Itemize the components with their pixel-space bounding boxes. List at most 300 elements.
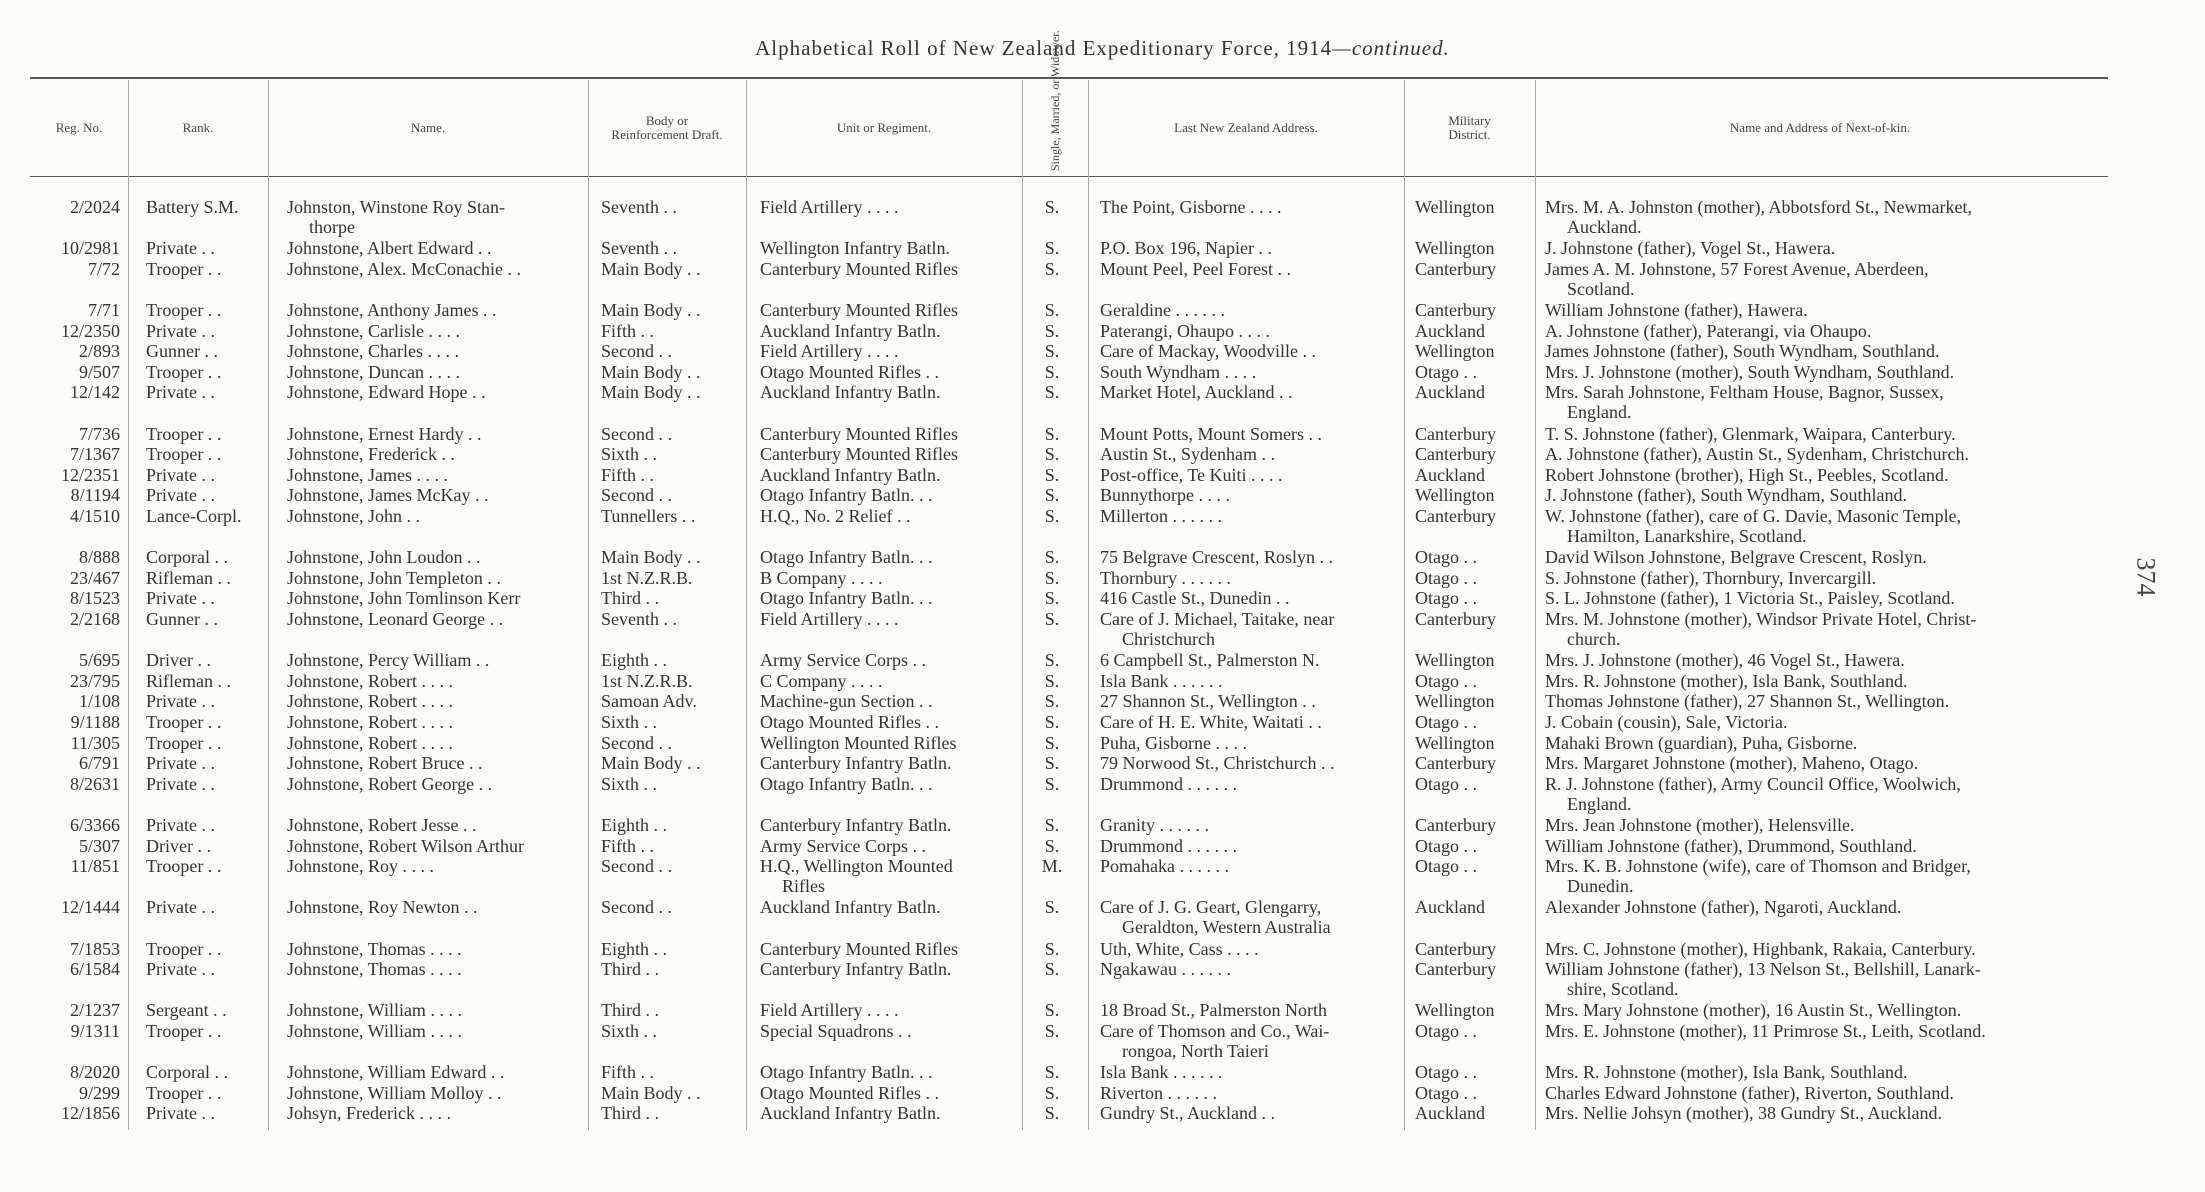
header-top-rule [30,77,2108,79]
reg-number-text: 9/507 [78,361,120,382]
next-of-kin-text: A. Johnstone (father), Paterangi, via Ohaupo. [1545,320,1872,341]
next-of-kin-text: S. Johnstone (father), Thornbury, Invercargill. [1545,567,1877,588]
nz-address-cell [1100,197,1400,217]
body-draft-text: Seventh . . [601,238,677,259]
reg-number-cell [32,485,120,505]
next-of-kin-cell [1545,671,2105,691]
reg-number-text: 8/1523 [69,588,120,609]
unit-regiment-cell [760,1000,1022,1020]
military-district-text: Canterbury [1415,506,1496,526]
rank-text: Private . . [146,753,215,774]
reg-number-text: 6/3366 [69,815,120,835]
nz-address-text: 416 Castle St., Dunedin . . [1100,588,1290,609]
next-of-kin-text: Mahaki Brown (guardian), Puha, Gisborne. [1545,732,1858,753]
marital-status-cell [1030,733,1074,753]
soldier-name-cell [287,547,587,567]
nz-address-text: Pomahaka . . . . . . [1100,856,1229,877]
reg-number-text: 5/307 [78,835,120,856]
reg-number-text: 7/72 [87,258,120,279]
marital-status-cell [1030,341,1074,361]
marital-status-cell [1030,259,1074,279]
body-draft-text: Fifth . . [601,1062,655,1083]
body-draft-cell [601,588,741,608]
header-unit: Unit or Regiment. [836,120,932,135]
military-district-text: Auckland [1415,897,1485,918]
column-divider [1022,80,1023,1130]
body-draft-cell [601,568,741,588]
nz-address-cell [1100,1083,1400,1103]
reg-number-text: 10/2981 [60,238,120,259]
rank-text: Private . . [146,815,215,835]
next-of-kin-cell [1545,259,2105,299]
reg-number-cell [32,1062,120,1082]
next-of-kin-continuation: shire, Scotland. [1567,979,1679,1000]
next-of-kin-continuation: Auckland. [1567,217,1642,237]
military-district-cell [1415,753,1535,773]
body-draft-cell [601,341,741,361]
body-draft-text: Sixth . . [601,444,658,465]
reg-number-text: 4/1510 [69,506,120,526]
nz-address-cell [1100,1000,1400,1020]
body-draft-cell [601,959,741,979]
nz-address-text: Millerton . . . . . . [1100,506,1222,526]
soldier-name-text: Johnstone, John . . [287,506,421,526]
soldier-name-text: Johnstone, Robert George . . [287,773,493,794]
reg-number-text: 8/888 [78,547,120,568]
military-district-cell [1415,712,1535,732]
marital-status-text: S. [1044,382,1060,403]
marital-status-text: S. [1044,691,1060,712]
soldier-name-cell [287,238,587,258]
nz-address-text: Mount Peel, Peel Forest . . [1100,258,1291,279]
marital-status-cell [1030,650,1074,670]
body-draft-cell [601,753,741,773]
military-district-cell [1415,897,1535,917]
reg-number-cell [32,300,120,320]
next-of-kin-text: Mrs. R. Johnstone (mother), Isla Bank, Southland. [1545,670,1908,691]
body-draft-cell [601,609,741,629]
military-district-cell [1415,959,1535,979]
rank-cell [146,815,270,835]
unit-regiment-text: Otago Mounted Rifles . . [760,361,939,382]
reg-number-cell [32,753,120,773]
body-draft-text: Sixth . . [601,712,658,732]
next-of-kin-cell [1545,609,2105,649]
next-of-kin-text: A. Johnstone (father), Austin St., Sydenham, Christchurch. [1545,444,1969,465]
nz-address-text: Care of J. G. Geart, Glengarry, [1100,897,1322,918]
nz-address-text: 79 Norwood St., Christchurch . . [1100,753,1335,774]
unit-regiment-text: Auckland Infantry Batln. [760,382,941,403]
military-district-text: Wellington [1415,485,1495,506]
military-district-cell [1415,650,1535,670]
soldier-name-text: Johnstone, Roy . . . . [287,856,435,877]
body-draft-cell [601,691,741,711]
nz-address-cell [1100,671,1400,691]
unit-regiment-text: Canterbury Infantry Batln. [760,959,952,980]
reg-number-text: 6/791 [78,753,120,774]
nz-address-cell [1100,485,1400,505]
marital-status-text: S. [1044,567,1060,588]
soldier-name-cell [287,691,587,711]
next-of-kin-cell [1545,733,2105,753]
nz-address-text: P.O. Box 196, Napier . . [1100,238,1272,259]
military-district-text: Auckland [1415,464,1485,485]
unit-regiment-text: Canterbury Infantry Batln. [760,753,952,774]
rank-text: Private . . [146,897,215,918]
next-of-kin-cell [1545,465,2105,485]
unit-regiment-text: Otago Infantry Batln. . . [760,588,933,609]
military-district-text: Otago . . [1415,712,1477,732]
unit-regiment-text: Canterbury Mounted Rifles [760,938,958,959]
soldier-name-text: Johnstone, Albert Edward . . [287,238,492,259]
nz-address-text: Granity . . . . . . [1100,815,1209,835]
body-draft-cell [601,650,741,670]
unit-regiment-cell [760,506,1022,526]
military-district-cell [1415,691,1535,711]
next-of-kin-text: J. Johnstone (father), Vogel St., Hawera. [1545,238,1836,259]
reg-number-cell [32,321,120,341]
soldier-name-text: Johnstone, Robert Jesse . . [287,815,477,835]
header-marital-status: Single, Married, or Widower. [1048,30,1062,171]
military-district-cell [1415,259,1535,279]
rank-text: Private . . [146,320,215,341]
marital-status-text: S. [1044,423,1060,444]
soldier-name-text: Johnstone, Robert Bruce . . [287,753,483,774]
next-of-kin-cell [1545,959,2105,999]
rank-cell [146,774,270,794]
body-draft-cell [601,547,741,567]
rank-text: Sergeant . . [146,1000,227,1021]
reg-number-cell [32,197,120,217]
soldier-name-text: Johnstone, Percy William . . [287,650,490,671]
soldier-name-text: Johnstone, Leonard George . . [287,609,504,629]
reg-number-cell [32,362,120,382]
soldier-name-cell [287,259,587,279]
nz-address-text: Mount Potts, Mount Somers . . [1100,423,1323,444]
body-draft-cell [601,300,741,320]
military-district-cell [1415,465,1535,485]
reg-number-cell [32,939,120,959]
reg-number-text: 7/71 [87,300,120,320]
header-body-draft: Body or Reinforcement Draft. [611,113,723,142]
marital-status-text: S. [1044,712,1060,732]
soldier-name-cell [287,753,587,773]
reg-number-cell [32,547,120,567]
marital-status-text: M. [1041,856,1063,877]
rank-text: Gunner . . [146,341,218,362]
next-of-kin-text: S. L. Johnstone (father), 1 Victoria St., Paisley, Scotland. [1545,588,1955,609]
nz-address-cell [1100,506,1400,526]
body-draft-cell [601,1062,741,1082]
next-of-kin-continuation: Scotland. [1567,278,1635,299]
unit-regiment-text: Otago Infantry Batln. . . [760,485,933,506]
unit-regiment-text: Canterbury Mounted Rifles [760,444,958,465]
nz-address-cell [1100,856,1400,876]
next-of-kin-cell [1545,362,2105,382]
nz-address-text: 75 Belgrave Crescent, Roslyn . . [1100,547,1333,568]
reg-number-cell [32,856,120,876]
unit-regiment-text: Auckland Infantry Batln. [760,897,941,918]
unit-regiment-cell [760,836,1022,856]
body-draft-cell [601,1000,741,1020]
marital-status-cell [1030,815,1074,835]
reg-number-text: 2/1237 [69,1000,120,1021]
next-of-kin-cell [1545,815,2105,835]
nz-address-cell [1100,609,1400,649]
body-draft-cell [601,733,741,753]
body-draft-cell [601,424,741,444]
soldier-name-text: Johnstone, Duncan . . . . [287,361,460,382]
marital-status-text: S. [1044,300,1060,320]
rank-text: Trooper . . [146,856,222,877]
next-of-kin-cell [1545,1062,2105,1082]
military-district-text: Canterbury [1415,753,1496,774]
unit-regiment-cell [760,1021,1022,1041]
nz-address-text: Care of Thomson and Co., Wai- [1100,1021,1330,1041]
soldier-name-text: Johnstone, Ernest Hardy . . [287,423,482,444]
military-district-cell [1415,362,1535,382]
rank-cell [146,650,270,670]
unit-regiment-cell [760,444,1022,464]
rank-text: Gunner . . [146,609,218,629]
unit-regiment-cell [760,197,1022,217]
nz-address-cell [1100,733,1400,753]
soldier-name-cell [287,897,587,917]
reg-number-text: 11/851 [70,856,120,877]
nz-address-text: Market Hotel, Auckland . . [1100,382,1293,403]
reg-number-cell [32,568,120,588]
rank-cell [146,259,270,279]
next-of-kin-text: James Johnstone (father), South Wyndham, Southland. [1545,341,1940,362]
military-district-cell [1415,485,1535,505]
marital-status-text: S. [1044,506,1060,526]
military-district-cell [1415,609,1535,629]
rank-text: Corporal . . [146,1062,228,1083]
next-of-kin-cell [1545,238,2105,258]
nz-address-cell [1100,712,1400,732]
reg-number-cell [32,1083,120,1103]
reg-number-text: 2/2024 [69,197,120,217]
unit-regiment-cell [760,259,1022,279]
title-text: Alphabetical Roll of New Zealand Expeditionary Force, 1914 [755,36,1333,60]
soldier-name-text: Johnstone, John Templeton . . [287,567,501,588]
rank-cell [146,1000,270,1020]
soldier-name-cell [287,300,587,320]
nz-address-text: Isla Bank . . . . . . [1100,1062,1223,1083]
rank-text: Rifleman . . [146,567,231,588]
next-of-kin-text: Charles Edward Johnstone (father), Riverton, Southland. [1545,1082,1954,1103]
nz-address-text: Bunnythorpe . . . . [1100,485,1230,506]
header-next-of-kin: Name and Address of Next-of-kin. [1729,120,1911,135]
military-district-cell [1415,1103,1535,1123]
rank-text: Private . . [146,382,215,403]
soldier-name-text: Johnstone, Robert . . . . [287,691,453,712]
marital-status-cell [1030,1062,1074,1082]
soldier-name-cell [287,485,587,505]
body-draft-text: Second . . [601,341,672,362]
military-district-cell [1415,1062,1535,1082]
rank-cell [146,568,270,588]
next-of-kin-text: James A. M. Johnstone, 57 Forest Avenue, Aberdeen, [1545,258,1929,279]
marital-status-text: S. [1044,320,1060,341]
military-district-cell [1415,238,1535,258]
nz-address-continuation: rongoa, North Taieri [1122,1041,1269,1061]
military-district-cell [1415,815,1535,835]
unit-regiment-text: Auckland Infantry Batln. [760,464,941,485]
next-of-kin-continuation: England. [1567,402,1632,423]
reg-number-text: 7/736 [78,423,120,444]
nz-address-text: 27 Shannon St., Wellington . . [1100,691,1316,712]
reg-number-text: 7/1367 [69,444,120,465]
military-district-cell [1415,856,1535,876]
body-draft-cell [601,836,741,856]
nz-address-cell [1100,1021,1400,1061]
reg-number-cell [32,671,120,691]
next-of-kin-cell [1545,506,2105,546]
soldier-name-text: Johnston, Winstone Roy Stan- [287,197,505,217]
soldier-name-text: Johnstone, Robert . . . . [287,670,453,691]
unit-regiment-cell [760,712,1022,732]
body-draft-cell [601,774,741,794]
next-of-kin-cell [1545,897,2105,917]
nz-address-text: Thornbury . . . . . . [1100,567,1231,588]
next-of-kin-text: Mrs. K. B. Johnstone (wife), care of Thomson and Bridger, [1545,856,1971,877]
reg-number-cell [32,1021,120,1041]
rank-cell [146,485,270,505]
unit-regiment-text: Field Artillery . . . . [760,197,899,217]
next-of-kin-text: Mrs. J. Johnstone (mother), South Wyndham, Southland. [1545,361,1955,382]
next-of-kin-cell [1545,300,2105,320]
reg-number-cell [32,836,120,856]
reg-number-text: 8/2631 [69,773,120,794]
nz-address-text: Puha, Gisborne . . . . [1100,732,1247,753]
soldier-name-cell [287,362,587,382]
soldier-name-cell [287,197,587,237]
soldier-name-text: Johnstone, James McKay . . [287,485,489,506]
rank-text: Trooper . . [146,361,222,382]
soldier-name-text: Johnstone, Anthony James . . [287,300,497,320]
military-district-text: Wellington [1415,197,1495,217]
reg-number-cell [32,609,120,629]
marital-status-text: S. [1044,897,1060,918]
next-of-kin-cell [1545,568,2105,588]
nz-address-text: Care of Mackay, Woodville . . [1100,341,1316,362]
marital-status-text: S. [1044,650,1060,671]
nz-address-text: South Wyndham . . . . [1100,361,1257,382]
soldier-name-cell [287,939,587,959]
soldier-name-cell [287,712,587,732]
military-district-text: Canterbury [1415,300,1496,320]
military-district-cell [1415,382,1535,402]
rank-text: Rifleman . . [146,670,231,691]
soldier-name-cell [287,382,587,402]
reg-number-cell [32,712,120,732]
unit-regiment-text: Machine-gun Section . . [760,691,933,712]
reg-number-cell [32,444,120,464]
next-of-kin-text: Mrs. Margaret Johnstone (mother), Maheno, Otago. [1545,753,1919,774]
body-draft-text: Main Body . . [601,753,701,774]
next-of-kin-text: Mrs. Nellie Johsyn (mother), 38 Gundry St., Auckland. [1545,1103,1942,1124]
reg-number-cell [32,382,120,402]
next-of-kin-text: William Johnstone (father), Drummond, Southland. [1545,835,1917,856]
rank-cell [146,424,270,444]
next-of-kin-cell [1545,485,2105,505]
body-draft-cell [601,465,741,485]
reg-number-text: 1/108 [78,691,120,712]
unit-regiment-cell [760,362,1022,382]
next-of-kin-text: David Wilson Johnstone, Belgrave Crescent, Roslyn. [1545,547,1927,568]
soldier-name-cell [287,733,587,753]
reg-number-cell [32,959,120,979]
nz-address-cell [1100,588,1400,608]
rank-cell [146,465,270,485]
unit-regiment-cell [760,465,1022,485]
rank-text: Trooper . . [146,1021,222,1041]
soldier-name-cell [287,424,587,444]
rank-cell [146,609,270,629]
unit-regiment-text: Field Artillery . . . . [760,341,899,362]
unit-regiment-text: Canterbury Mounted Rifles [760,423,958,444]
marital-status-cell [1030,424,1074,444]
next-of-kin-text: Alexander Johnstone (father), Ngaroti, Auckland. [1545,897,1902,918]
soldier-name-continuation: thorpe [309,217,355,237]
nz-address-continuation: Geraldton, Western Australia [1122,917,1331,938]
nz-address-cell [1100,259,1400,279]
military-district-text: Otago . . [1415,1082,1477,1103]
unit-regiment-cell [760,609,1022,629]
unit-regiment-text: Canterbury Mounted Rifles [760,258,958,279]
nz-address-text: The Point, Gisborne . . . . [1100,197,1282,217]
nz-address-text: Care of H. E. White, Waitati . . [1100,712,1322,732]
nz-address-cell [1100,300,1400,320]
rank-cell [146,444,270,464]
military-district-cell [1415,547,1535,567]
next-of-kin-cell [1545,547,2105,567]
next-of-kin-cell [1545,444,2105,464]
nz-address-text: Paterangi, Ohaupo . . . . [1100,320,1270,341]
rank-text: Trooper . . [146,712,222,732]
nz-address-text: Gundry St., Auckland . . [1100,1103,1275,1124]
rank-text: Private . . [146,959,215,980]
body-draft-text: Second . . [601,897,672,918]
next-of-kin-text: William Johnstone (father), Hawera. [1545,300,1808,320]
rank-text: Trooper . . [146,732,222,753]
rank-cell [146,238,270,258]
military-district-cell [1415,1083,1535,1103]
reg-number-cell [32,815,120,835]
unit-regiment-cell [760,547,1022,567]
body-draft-cell [601,362,741,382]
rank-text: Battery S.M. [146,197,239,217]
unit-regiment-cell [760,671,1022,691]
body-draft-text: Sixth . . [601,1021,658,1041]
next-of-kin-text: Thomas Johnstone (father), 27 Shannon St., Wellington. [1545,691,1950,712]
reg-number-cell [32,691,120,711]
rank-text: Private . . [146,773,215,794]
soldier-name-cell [287,959,587,979]
next-of-kin-cell [1545,650,2105,670]
next-of-kin-text: Mrs. Sarah Johnstone, Feltham House, Bagnor, Sussex, [1545,382,1944,403]
soldier-name-text: Johnstone, William Edward . . [287,1062,505,1083]
military-district-text: Canterbury [1415,423,1496,444]
body-draft-text: Main Body . . [601,258,701,279]
title-continued: —continued. [1332,36,1450,60]
rank-text: Trooper . . [146,444,222,465]
reg-number-text: 2/893 [78,341,120,362]
marital-status-cell [1030,444,1074,464]
marital-status-cell [1030,547,1074,567]
unit-regiment-cell [760,1083,1022,1103]
